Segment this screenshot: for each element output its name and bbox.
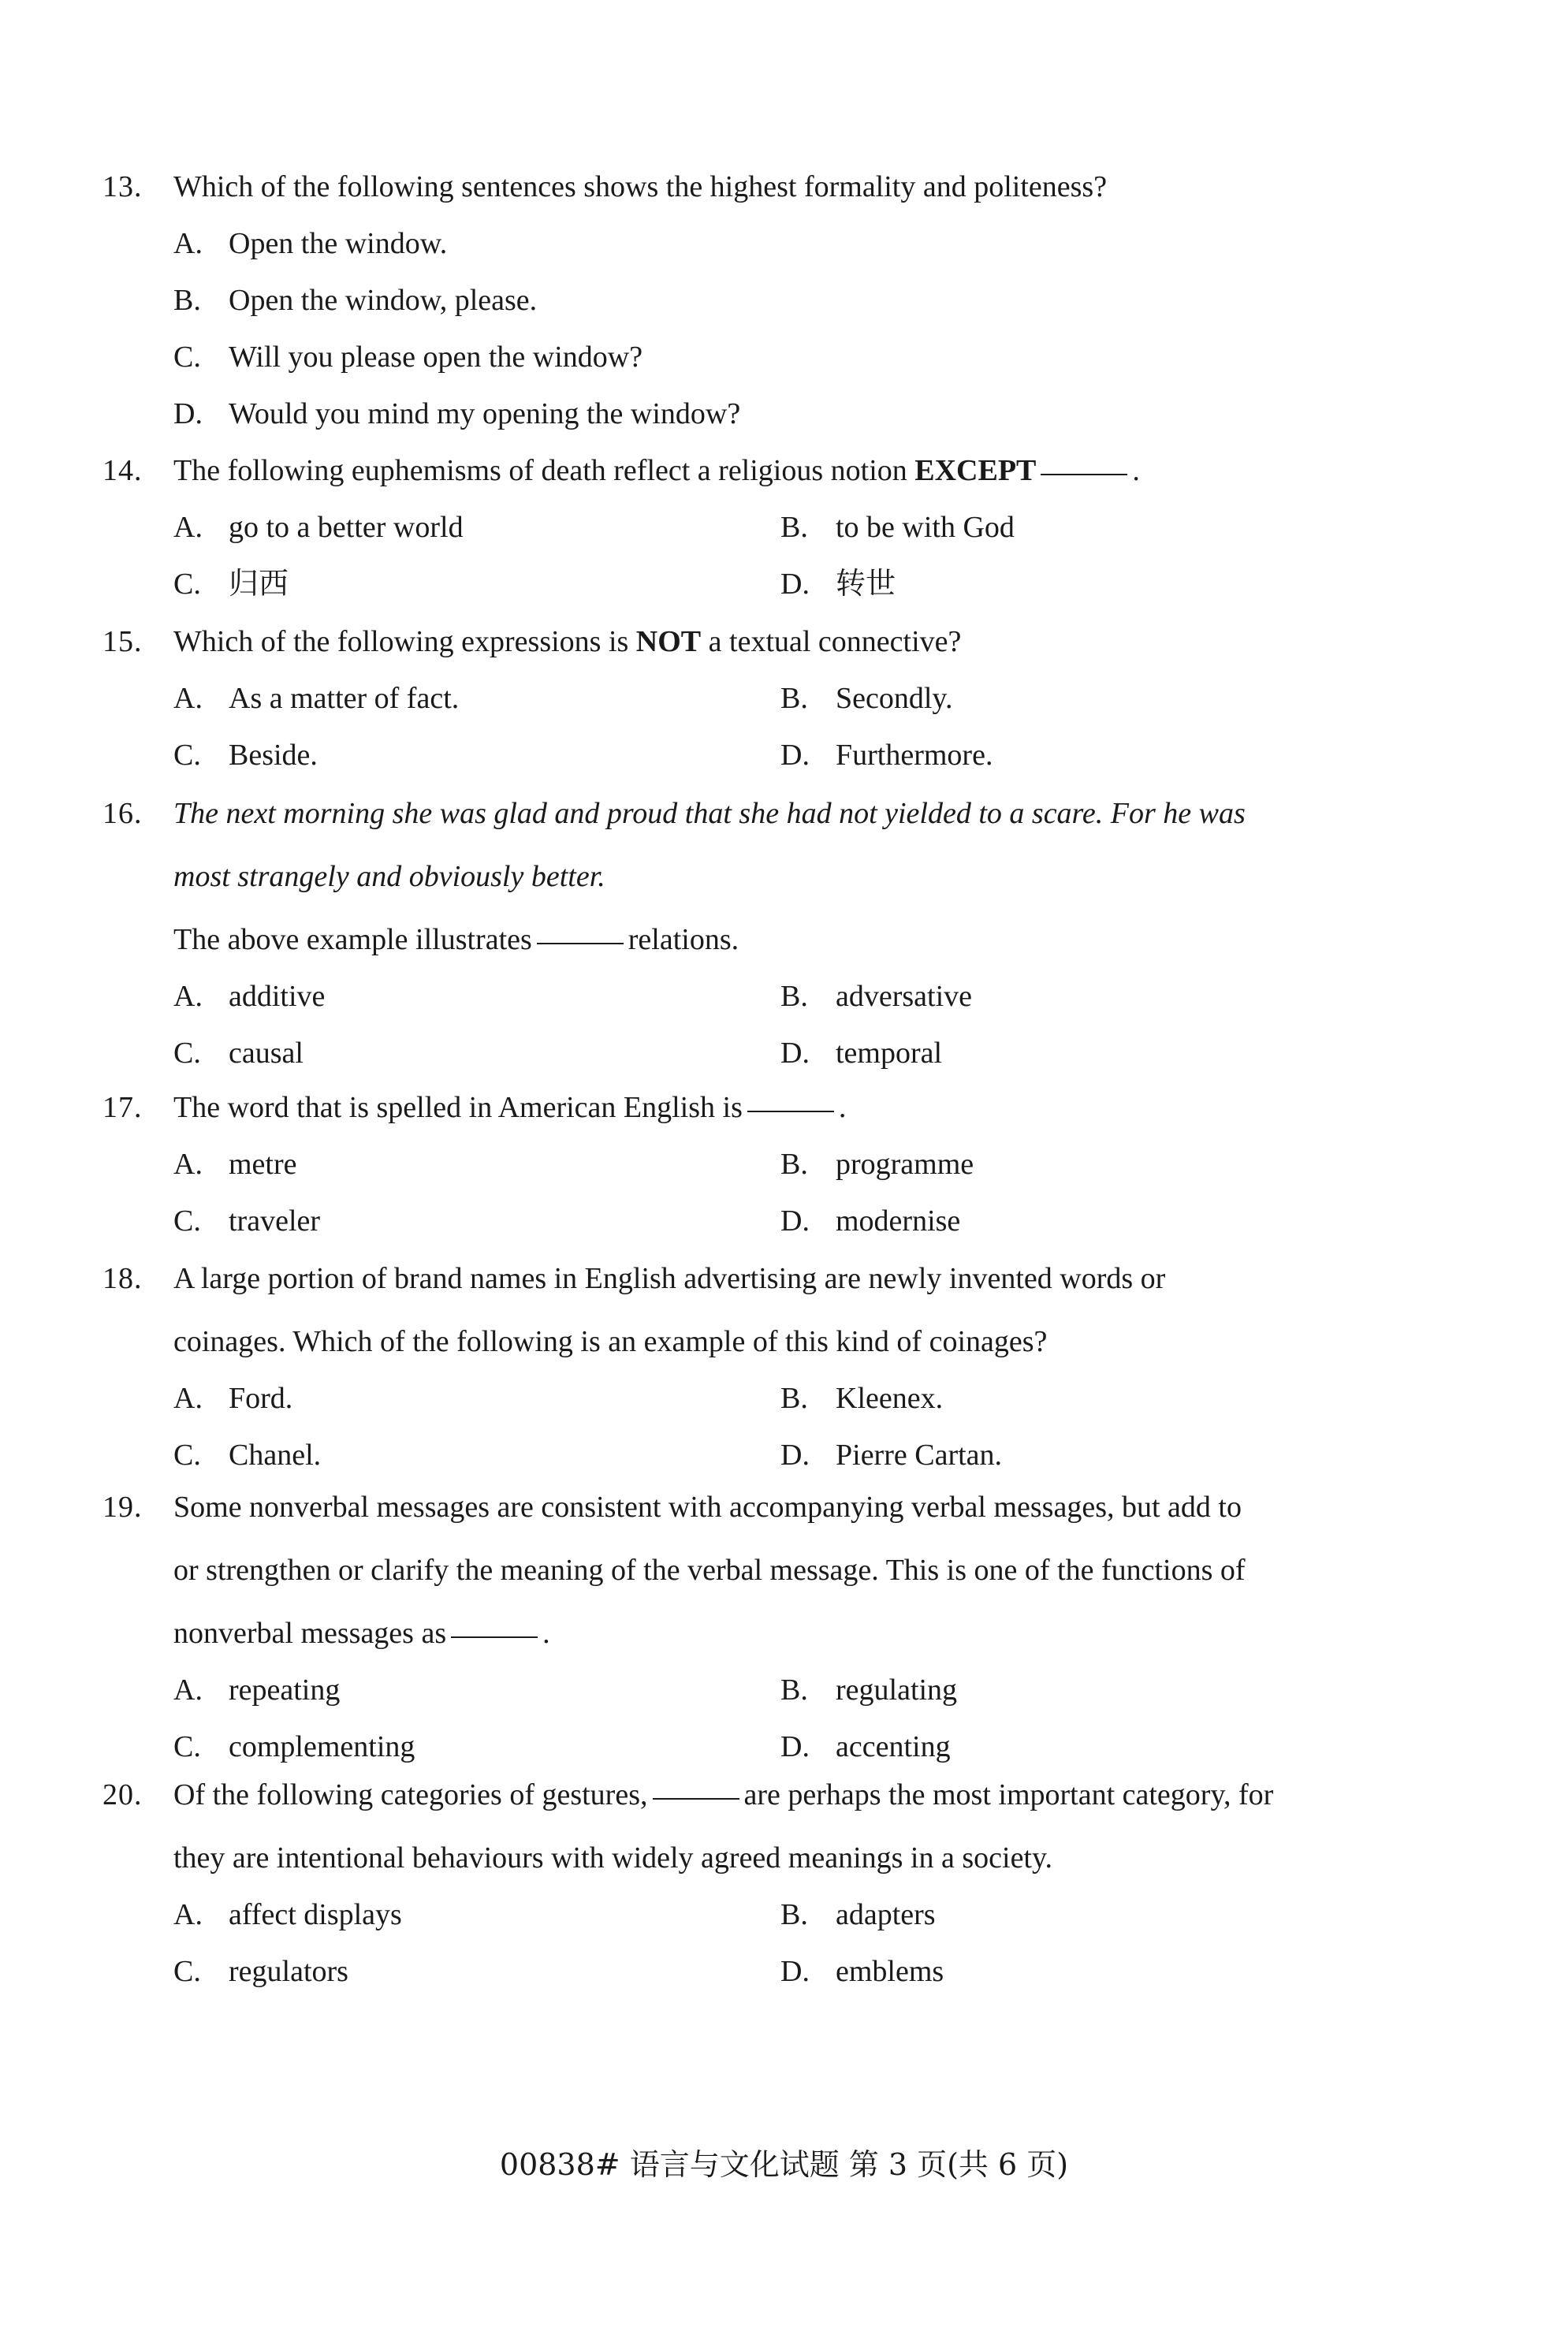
option-text: Ford.	[229, 1382, 293, 1415]
question-number: 17.	[102, 1091, 143, 1124]
question-text-line-2: they are intentional behaviours with widely agreed meanings in a society.	[173, 1841, 1053, 1874]
option-letter: D.	[780, 1439, 810, 1472]
option-d	[780, 1438, 1002, 1472]
options-list	[102, 1897, 1395, 2011]
option-text: Secondly.	[836, 682, 953, 715]
question-text-line-2: coinages. Which of the following is an example of this kind of coinages?	[173, 1325, 1048, 1358]
option-b	[780, 1673, 957, 1707]
option-text: 归西	[229, 568, 289, 601]
option-letter: C.	[173, 1439, 201, 1472]
option-letter: C.	[173, 341, 201, 374]
question-emphasis: EXCEPT	[914, 454, 1037, 487]
option-b	[173, 283, 1395, 340]
option-letter: C.	[173, 1037, 201, 1070]
option-letter: C.	[173, 568, 201, 601]
question-text	[173, 624, 1395, 659]
option-d	[780, 1954, 944, 1989]
option-letter: D.	[780, 739, 810, 772]
option-letter: B.	[173, 284, 201, 317]
option-c	[173, 340, 1395, 396]
option-c	[173, 738, 780, 773]
option-text: adversative	[836, 980, 973, 1013]
option-letter: A.	[173, 1148, 203, 1181]
question-20	[102, 1778, 1395, 2011]
option-text: repeating	[229, 1673, 341, 1707]
question-text	[173, 453, 1395, 488]
option-c	[173, 1036, 780, 1070]
question-text-start: The following euphemisms of death reflect a religious notion	[173, 454, 907, 487]
options-list	[102, 979, 1395, 1093]
option-letter: D.	[780, 1204, 810, 1238]
option-text: Open the window, please.	[229, 284, 538, 317]
question-number: 14.	[102, 454, 143, 487]
option-text: accenting	[836, 1730, 951, 1763]
question-text-line-2-row	[102, 1553, 1395, 1616]
option-letter: B.	[780, 682, 808, 715]
option-a	[173, 510, 780, 545]
option-d	[780, 738, 993, 773]
question-13	[102, 169, 1395, 453]
question-18	[102, 1261, 1395, 1495]
question-text-start: Of the following categories of gestures,	[173, 1778, 648, 1811]
answer-blank	[747, 1111, 834, 1112]
option-a	[173, 1897, 780, 1932]
question-number: 18.	[102, 1262, 143, 1295]
question-text	[173, 1090, 1395, 1125]
question-text: Which of the following sentences shows the highest formality and politeness?	[173, 170, 1108, 203]
option-c	[173, 1204, 780, 1238]
option-letter: B.	[780, 980, 808, 1013]
option-text: Open the window.	[229, 227, 448, 260]
answer-blank	[653, 1798, 739, 1800]
option-text: Pierre Cartan.	[836, 1439, 1003, 1472]
question-number: 15.	[102, 625, 143, 658]
option-d	[173, 396, 1395, 453]
option-d	[780, 1204, 960, 1238]
question-text-line-1: Some nonverbal messages are consistent with accompanying verbal messages, but add to	[173, 1491, 1242, 1524]
question-text-line-3-end: .	[542, 1617, 550, 1650]
question-number: 13.	[102, 170, 143, 203]
option-letter: B.	[780, 1673, 808, 1707]
option-letter: D.	[780, 1955, 810, 1988]
answer-blank	[537, 943, 624, 944]
question-text-line-2-row	[102, 1324, 1395, 1381]
option-a	[173, 1673, 780, 1707]
option-text: 转世	[836, 568, 896, 601]
question-text-end: .	[1132, 454, 1140, 487]
options-list	[102, 1673, 1395, 1786]
option-letter: A.	[173, 1673, 203, 1707]
option-a	[173, 1381, 780, 1416]
question-15	[102, 624, 1395, 795]
option-text: Kleenex.	[836, 1382, 944, 1415]
option-letter: B.	[780, 1382, 808, 1415]
question-stem	[102, 922, 1395, 979]
option-text: Chanel.	[229, 1439, 322, 1472]
option-text: emblems	[836, 1955, 944, 1988]
question-text-end: .	[838, 1091, 847, 1124]
option-text: causal	[229, 1037, 304, 1070]
option-text: Beside.	[229, 739, 318, 772]
option-letter: A.	[173, 682, 203, 715]
options-list	[102, 1381, 1395, 1495]
option-letter: A.	[173, 511, 203, 544]
option-text: Would you mind my opening the window?	[229, 397, 741, 430]
question-19	[102, 1490, 1395, 1786]
question-14	[102, 453, 1395, 624]
option-text: regulating	[836, 1673, 958, 1707]
option-text: adapters	[836, 1898, 936, 1931]
option-text: temporal	[836, 1037, 943, 1070]
options-list	[102, 1147, 1395, 1260]
answer-blank	[451, 1636, 538, 1638]
option-b	[780, 1381, 943, 1416]
option-letter: B.	[780, 511, 808, 544]
option-text: affect displays	[229, 1898, 402, 1931]
option-b	[780, 1147, 974, 1182]
option-text: programme	[836, 1148, 974, 1181]
option-letter: D.	[780, 1037, 810, 1070]
option-text: Will you please open the window?	[229, 341, 643, 374]
option-letter: C.	[173, 1730, 201, 1763]
option-text: regulators	[229, 1955, 348, 1988]
question-text-end: are perhaps the most important category, for	[743, 1778, 1274, 1811]
option-letter: B.	[780, 1148, 808, 1181]
option-letter: C.	[173, 1955, 201, 1988]
question-number: 20.	[102, 1778, 143, 1811]
option-letter: D.	[780, 568, 810, 601]
option-letter: D.	[173, 397, 203, 430]
option-text: complementing	[229, 1730, 415, 1763]
question-text-start: The word that is spelled in American English is	[173, 1091, 743, 1124]
question-emphasis: NOT	[635, 625, 702, 658]
stem-text-end: relations.	[628, 923, 739, 956]
question-number: 16.	[102, 797, 143, 830]
option-b	[780, 510, 1015, 545]
option-a	[173, 681, 780, 716]
question-text-end: a textual connective?	[708, 625, 962, 658]
option-d	[780, 1036, 942, 1070]
option-text: metre	[229, 1148, 297, 1181]
question-text-line-2-row	[102, 1841, 1395, 1897]
option-c	[173, 1954, 780, 1989]
example-text-line-1: The next morning she was glad and proud that she had not yielded to a scare. For he was	[173, 797, 1246, 830]
option-c	[173, 1729, 780, 1764]
option-letter: A.	[173, 1898, 203, 1931]
stem-text-start: The above example illustrates	[173, 923, 532, 956]
question-text-line-3-row	[102, 1616, 1395, 1673]
example-text-line-2: most strangely and obviously better.	[173, 860, 605, 893]
option-text: modernise	[836, 1204, 961, 1238]
option-b	[780, 681, 952, 716]
option-text: Furthermore.	[836, 739, 993, 772]
option-letter: A.	[173, 1382, 203, 1415]
option-c	[173, 567, 780, 601]
example-text-line-2-row	[102, 859, 1395, 922]
option-letter: D.	[780, 1730, 810, 1763]
option-letter: C.	[173, 1204, 201, 1238]
option-text: As a matter of fact.	[229, 682, 460, 715]
option-text: additive	[229, 980, 326, 1013]
option-a	[173, 226, 1395, 283]
option-b	[780, 1897, 936, 1932]
option-b	[780, 979, 972, 1014]
option-d	[780, 567, 896, 601]
option-letter: A.	[173, 227, 203, 260]
option-d	[780, 1729, 951, 1764]
question-text-line-3-start: nonverbal messages as	[173, 1617, 447, 1650]
page-footer: 00838# 语言与文化试题 第 3 页(共 6 页)	[499, 2147, 1069, 2182]
question-16	[102, 796, 1395, 1093]
option-letter: C.	[173, 739, 201, 772]
question-number: 19.	[102, 1491, 143, 1524]
question-text-start: Which of the following expressions is	[173, 625, 629, 658]
answer-blank	[1041, 474, 1127, 475]
options-list	[102, 510, 1395, 624]
option-letter: A.	[173, 980, 203, 1013]
question-text-line-2: or strengthen or clarify the meaning of the verbal message. This is one of the functions of	[173, 1554, 1246, 1587]
options-list	[102, 226, 1395, 453]
question-text-line-1: A large portion of brand names in English advertising are newly invented words or	[173, 1262, 1166, 1295]
options-list	[102, 681, 1395, 795]
option-a	[173, 1147, 780, 1182]
option-a	[173, 979, 780, 1014]
question-text-line-1	[173, 1778, 1395, 1812]
option-letter: B.	[780, 1898, 808, 1931]
option-text: traveler	[229, 1204, 321, 1238]
question-17	[102, 1090, 1395, 1260]
option-text: go to a better world	[229, 511, 464, 544]
option-text: to be with God	[836, 511, 1015, 544]
option-c	[173, 1438, 780, 1472]
